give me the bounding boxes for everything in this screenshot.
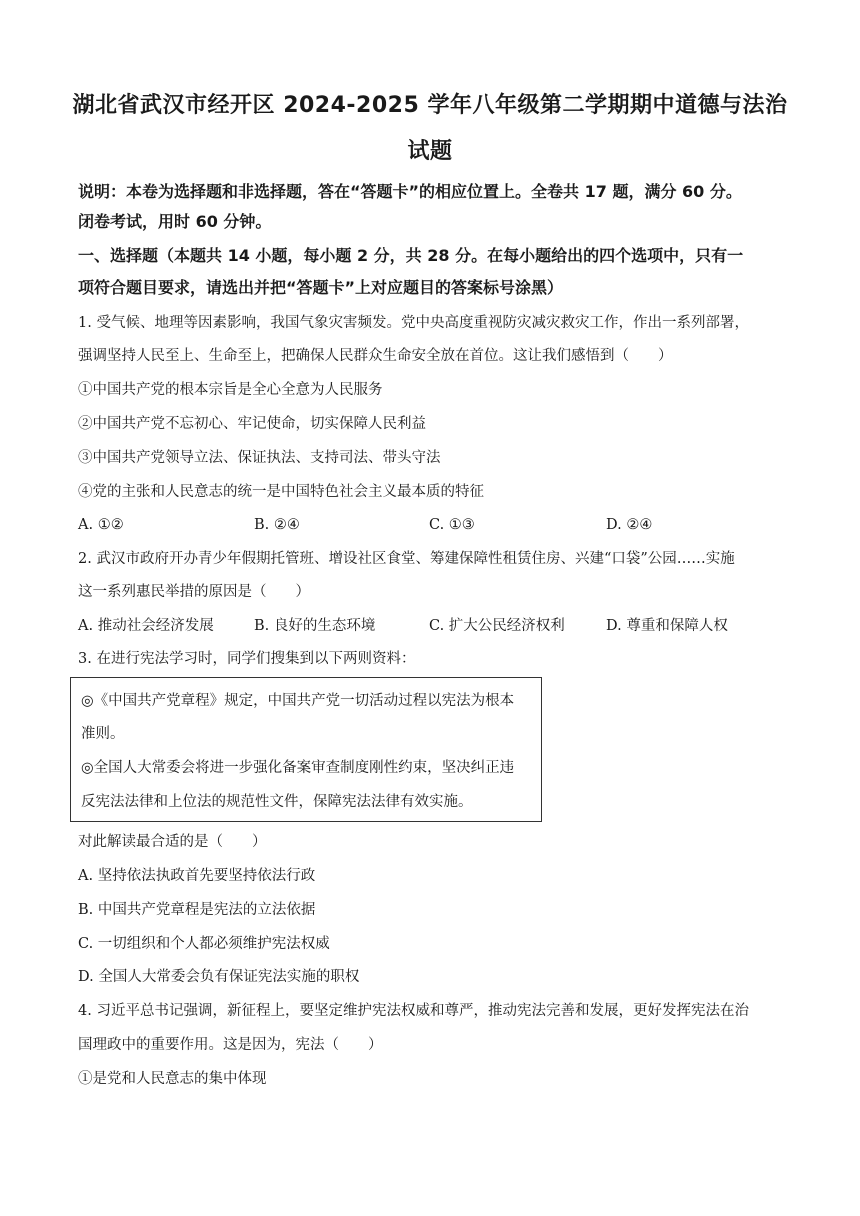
question-1-option-a[interactable]: A. ①② [78,517,124,533]
question-3-material-box [70,677,542,822]
question-1-stem: 1. 受气候、地理等因素影响，我国气象灾害频发。党中央高度重视防灾减灾救灾工作，作出一系列部署， [78,315,749,331]
question-4-statement: ①是党和人民意志的集中体现 [78,1071,267,1087]
question-3-option-b[interactable]: B. 中国共产党章程是宪法的立法依据 [78,902,316,918]
document-title: 湖北省武汉市经开区 2024-2025 学年八年级第二学期期中道德与法治 [72,93,788,118]
instructions-text-continued: 闭卷考试，用时 60 分钟。 [78,212,272,231]
question-3-option-d[interactable]: D. 全国人大常委会负有保证宪法实施的职权 [78,969,360,985]
question-3-option-a[interactable]: A. 坚持依法执政首先要坚持依法行政 [78,868,316,884]
question-1-statement: ③中国共产党领导立法、保证执法、支持司法、带头守法 [78,450,441,466]
question-1-option-b[interactable]: B. ②④ [254,517,300,533]
question-4-stem: 4. 习近平总书记强调，新征程上，要坚定维护宪法权威和尊严，推动宪法完善和发展，更好发挥宪法在治 [78,1003,749,1019]
material-text: ◎《中国共产党章程》规定，中国共产党一切活动过程以宪法为根本 [81,693,515,709]
material-text: 准则。 [81,726,125,742]
question-2-option-a[interactable]: A. 推动社会经济发展 [78,618,214,634]
question-1-statement: ④党的主张和人民意志的统一是中国特色社会主义最本质的特征 [78,484,484,500]
section-heading-continued: 项符合题目要求，请选出并把“答题卡”上对应题目的答案标号涂黑） [78,278,564,297]
material-text: 反宪法法律和上位法的规范性文件，保障宪法法律有效实施。 [81,794,473,810]
question-2-option-b[interactable]: B. 良好的生态环境 [254,618,376,634]
question-1-option-c[interactable]: C. ①③ [429,517,475,533]
instructions-text: 说明：本卷为选择题和非选择题，答在“答题卡”的相应位置上。全卷共 17 题，满分 60 分。 [78,182,742,201]
question-4-stem-continued: 国理政中的重要作用。这是因为，宪法（ ） [78,1037,383,1053]
section-heading: 一、选择题（本题共 14 小题，每小题 2 分，共 28 分。在每小题给出的四个选项中，只有一 [78,246,744,265]
question-2-stem-continued: 这一系列惠民举措的原因是（ ） [78,584,310,600]
question-1-statement: ①中国共产党的根本宗旨是全心全意为人民服务 [78,382,383,398]
document-title-continued: 试题 [407,139,453,164]
question-1-option-d[interactable]: D. ②④ [606,517,653,533]
question-3-prompt: 对此解读最合适的是（ ） [78,834,267,850]
question-2-stem: 2. 武汉市政府开办青少年假期托管班、增设社区食堂、筹建保障性租赁住房、兴建“口袋”公园……实施 [78,551,735,567]
question-3-option-c[interactable]: C. 一切组织和个人都必须维护宪法权威 [78,936,330,952]
material-text: ◎全国人大常委会将进一步强化备案审查制度刚性约束，坚决纠正违 [81,760,515,776]
question-2-option-c[interactable]: C. 扩大公民经济权利 [429,618,565,634]
question-2-option-d[interactable]: D. 尊重和保障人权 [606,618,728,634]
question-3-stem: 3. 在进行宪法学习时，同学们搜集到以下两则资料： [78,651,416,667]
question-1-stem-continued: 强调坚持人民至上、生命至上，把确保人民群众生命安全放在首位。这让我们感悟到（ ） [78,348,673,364]
question-1-statement: ②中国共产党不忘初心、牢记使命，切实保障人民利益 [78,416,426,432]
